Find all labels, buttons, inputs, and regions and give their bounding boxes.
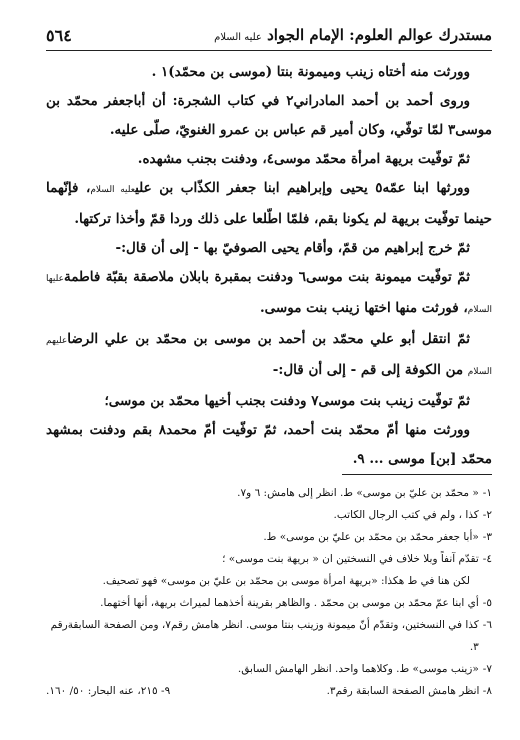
- paragraph-4-text: وورثها ابنا عمّه٥ يحيى وإبراهيم ابنا جعفر الكذّاب بن علي: [135, 180, 471, 196]
- footnote-number: ٦-: [482, 619, 492, 631]
- footnote-text: «أبا جعفر محمّد بن محمّد بن عليّ بن موسى» ط.: [263, 531, 479, 543]
- paragraph-7: [46, 325, 492, 387]
- paragraph-3: ثمّ توفّيت بريهة امرأة محمّد موسى٤، ودفنت بجنب مشهده.: [137, 151, 470, 167]
- footnote-1: [46, 482, 492, 504]
- header-title-main: مستدرك عوالم العلوم: الإمام الجواد: [267, 26, 492, 44]
- paragraph-6-text: ثمّ توفّيت ميمونة بنت موسى٦ ودفنت بمقبرة بابلان ملاصقة بقبّة فاطمة: [63, 269, 470, 285]
- footnote-3: [46, 526, 492, 548]
- paragraph-6: [46, 263, 492, 325]
- paragraph-8: ثمّ توفّيت زينب بنت موسى٧ ودفنت بجنب أخيها محمّد بن موسى؛: [104, 393, 470, 409]
- footnote-5: [46, 592, 492, 614]
- paragraph-2: وروى أحمد بن أحمد المادراني٢ في كتاب الشجرة: أن أباجعفر محمّد بن موسى٣ لمّا توفّي، وكان أمير قم عباس بن عمرو الغنويّ، صلّى عليه.: [46, 93, 492, 138]
- footnote-4: [46, 548, 492, 570]
- footnote-number: ٤-: [482, 553, 492, 565]
- footnote-8-9: [46, 680, 492, 702]
- header-rule: [46, 50, 492, 51]
- paragraph-7-honorific: عليهم السلام: [46, 336, 492, 377]
- paragraph-7-text: ثمّ انتقل أبو علي محمّد بن أحمد بن موسى بن محمّد بن علي الرضا: [67, 331, 470, 347]
- running-header: [46, 22, 492, 48]
- footnote-6: [46, 614, 492, 658]
- footnote-text: كذا ، ولم في كتب الرجال الكاتب.: [333, 509, 479, 521]
- main-text: [46, 58, 492, 474]
- paragraph-9: وورثت منها أمّ محمّد بنت أحمد، ثمّ توفّيت أمّ محمد٨ بقم ودفنت بمشهد محمّد [بن] موسى ... ٩.: [46, 422, 492, 467]
- footnote-number: ٥-: [482, 597, 492, 609]
- footnote-number: ١-: [482, 487, 492, 499]
- page-number: ٥٦٤: [46, 25, 72, 45]
- footnote-8: ٨- انظر هامش الصفحة السابقة رقم٣.: [326, 685, 492, 697]
- footnote-rule: [342, 474, 492, 475]
- footnote-4-continued: [46, 570, 492, 592]
- footnote-text: « محمّد بن عليّ بن موسى» ط. انظر إلى هامش: ٦ و٧.: [237, 487, 479, 499]
- footnote-2: [46, 504, 492, 526]
- paragraph-1: وورثت منه أختاه زينب وميمونة بنتا (موسى بن محمّد)١ .: [151, 64, 470, 80]
- footnote-text: لكن هنا في ط هكذا: «بريهة امرأة موسى بن محمّد بن عليّ بن موسى» فهو تصحيف.: [102, 575, 470, 587]
- footnote-text: أي ابنا عمّ محمّد بن موسى بن محمّد . والظاهر بقرينة أخذهما لميراث بريهة، أنها أختهما.: [100, 597, 479, 609]
- footnote-text: تقدّم آنفاً وبلا خلاف في النسختين ان « بريهة بنت موسى» ؛: [222, 553, 479, 565]
- footnote-text: كذا في النسختين، وتقدّم أنّ ميمونة وزينب بنتا موسى. انظر هامش رقم٧، ومن الصفحة السابقةرقم ٣.: [50, 619, 479, 653]
- footnote-number: ٣-: [482, 531, 492, 543]
- footnote-number: ٧-: [482, 663, 492, 675]
- paragraph-5: ثمّ خرج إبراهيم من قمّ، وأقام يحيى الصوفيّ بها - إلى أن قال:-: [115, 240, 470, 256]
- paragraph-6-honorific: عليها السلام: [46, 274, 492, 315]
- paragraph-4-honorific: عليه السلام: [90, 185, 136, 195]
- footnote-7: [46, 658, 492, 680]
- paragraph-4-text2: ، فإنّهما حينما توفّيت بريهة لم يكونا بقم، فلمّا اطّلعا على ذلك وردا قمّ وأخذا تركتها.: [46, 180, 492, 227]
- footnote-9: ٩- ٢١٥، عنه البحار: ٥٠/ ١٦٠.: [46, 685, 171, 697]
- header-title-honorific: عليه السلام: [214, 32, 262, 43]
- paragraph-4: [46, 174, 492, 234]
- footnotes: [46, 482, 492, 702]
- paragraph-7-text2: من الكوفة إلى قم - إلى أن قال:-: [272, 362, 468, 378]
- header-title: [214, 26, 492, 44]
- paragraph-6-text2: ، فورثت منها اختها زينب بنت موسى.: [259, 300, 468, 316]
- footnote-number: ٢-: [482, 509, 492, 521]
- footnote-text: «زينب موسى» ط. وكلاهما واحد. انظر الهامش السابق.: [237, 663, 479, 675]
